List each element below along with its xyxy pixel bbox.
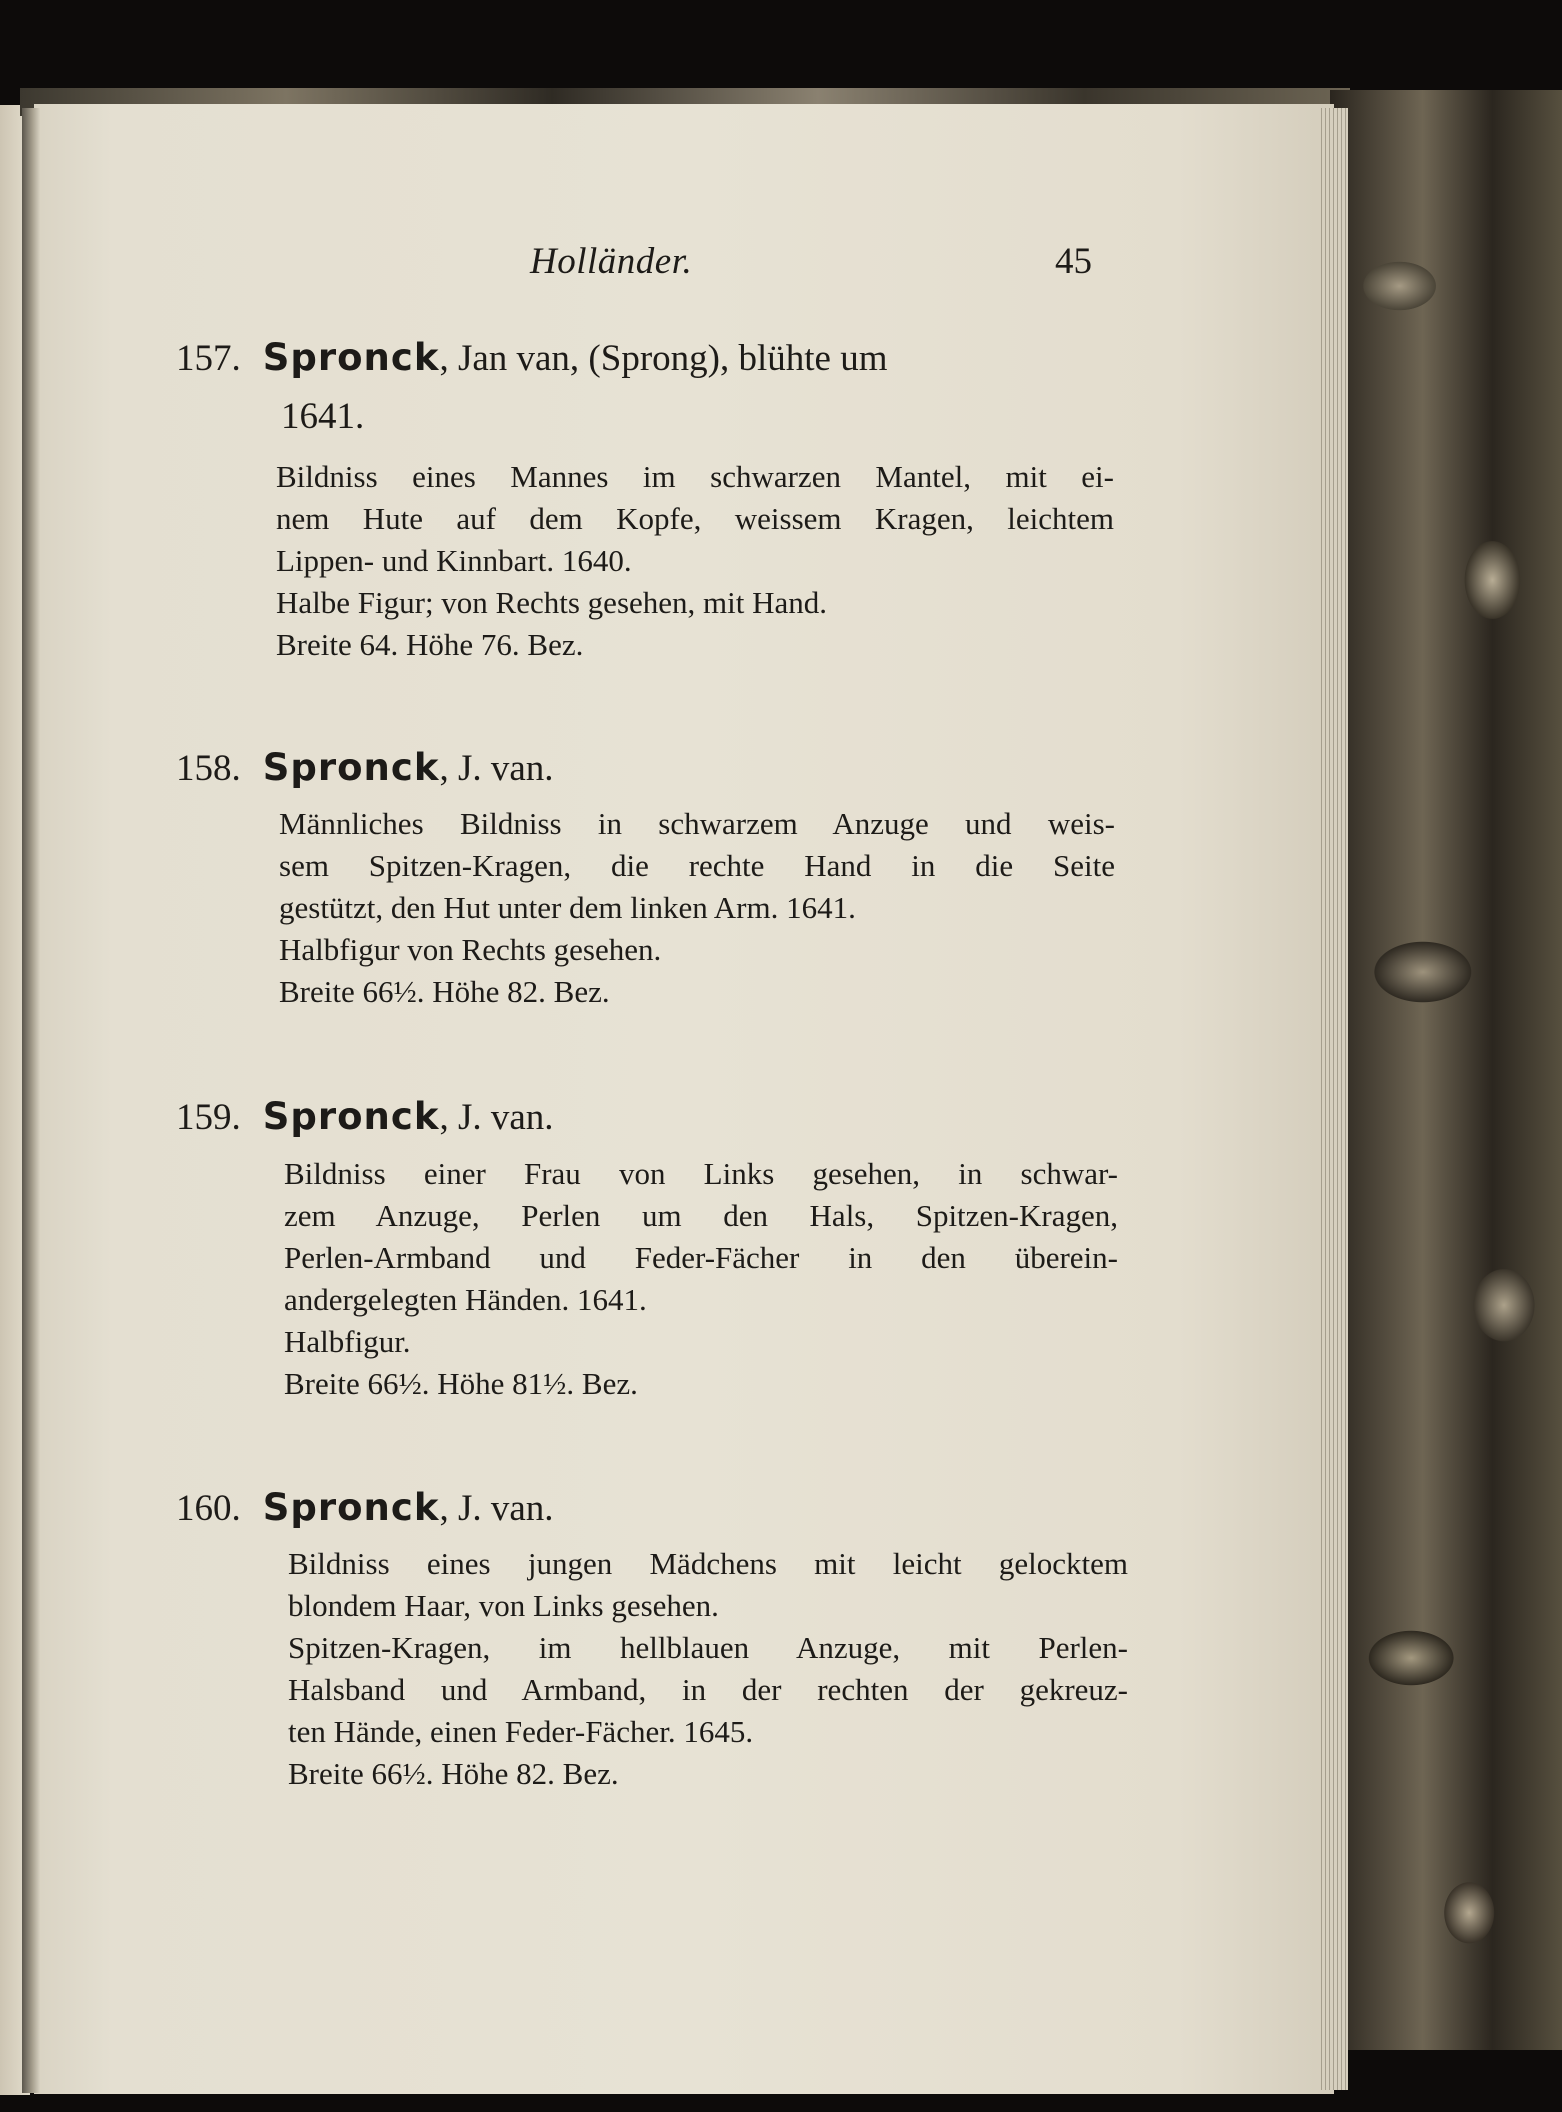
description-line: Männliches Bildniss in schwarzem Anzuge und weis-: [279, 806, 1115, 841]
artist-name: Spronck: [262, 746, 440, 789]
artist-name: Spronck: [262, 1486, 440, 1529]
artist-name-suffix: , J. van.: [439, 748, 554, 789]
artist-name: Spronck: [262, 336, 440, 379]
description-line: blondem Haar, von Links gesehen.: [288, 1588, 719, 1623]
description-line: sem Spitzen-Kragen, die rechte Hand in die Seite: [279, 848, 1115, 883]
entry-heading: [176, 743, 554, 794]
entry-heading-continuation: 1641.: [281, 396, 365, 437]
running-head: Holländer.: [530, 241, 693, 282]
description-line: Bildniss eines Mannes im schwarzen Mantel, mit ei-: [276, 459, 1114, 494]
entry-heading: [176, 333, 887, 384]
description-line: zem Anzuge, Perlen um den Hals, Spitzen-Kragen,: [284, 1198, 1118, 1233]
description-line: Halsband und Armband, in der rechten der gekreuz-: [288, 1672, 1128, 1707]
description-line: Spitzen-Kragen, im hellblauen Anzuge, mit Perlen-: [288, 1630, 1128, 1665]
entry-description: [276, 456, 1114, 666]
description-line: Breite 66½. Höhe 81½. Bez.: [284, 1366, 638, 1401]
artist-name: Spronck: [262, 1095, 440, 1138]
description-line: Halbe Figur; von Rechts gesehen, mit Hand.: [276, 585, 828, 620]
description-line: Lippen- und Kinnbart. 1640.: [276, 543, 632, 578]
description-line: gestützt, den Hut unter dem linken Arm. 1641.: [279, 890, 856, 925]
entry-number: 159.: [176, 1097, 241, 1138]
entry-description: [279, 803, 1115, 1013]
entry-number: 157.: [176, 338, 241, 379]
description-line: Breite 66½. Höhe 82. Bez.: [279, 974, 610, 1009]
entry-description: [288, 1543, 1128, 1795]
description-line: Halbfigur.: [284, 1324, 411, 1359]
entry-description: [284, 1153, 1118, 1405]
description-line: Bildniss eines jungen Mädchens mit leicht gelocktem: [288, 1546, 1128, 1581]
description-line: Breite 66½. Höhe 82. Bez.: [288, 1756, 619, 1791]
description-line: Bildniss einer Frau von Links gesehen, in schwar-: [284, 1156, 1118, 1191]
description-line: nem Hute auf dem Kopfe, weissem Kragen, leichtem: [276, 501, 1114, 536]
artist-name-suffix: , J. van.: [439, 1488, 554, 1529]
entry-number: 158.: [176, 748, 241, 789]
entry-number: 160.: [176, 1488, 241, 1529]
artist-name-suffix: , Jan van, (Sprong), blühte um: [439, 338, 888, 379]
artist-name-suffix: , J. van.: [439, 1097, 554, 1138]
description-line: Halbfigur von Rechts gesehen.: [279, 932, 662, 967]
entry-heading: [176, 1483, 554, 1534]
entry-heading: [176, 1092, 554, 1143]
description-line: Perlen-Armband und Feder-Fächer in den überein-: [284, 1240, 1118, 1275]
page-number: 45: [1055, 241, 1092, 282]
description-line: Breite 64. Höhe 76. Bez.: [276, 627, 584, 662]
description-line: andergelegten Händen. 1641.: [284, 1282, 647, 1317]
description-line: ten Hände, einen Feder-Fächer. 1645.: [288, 1714, 754, 1749]
